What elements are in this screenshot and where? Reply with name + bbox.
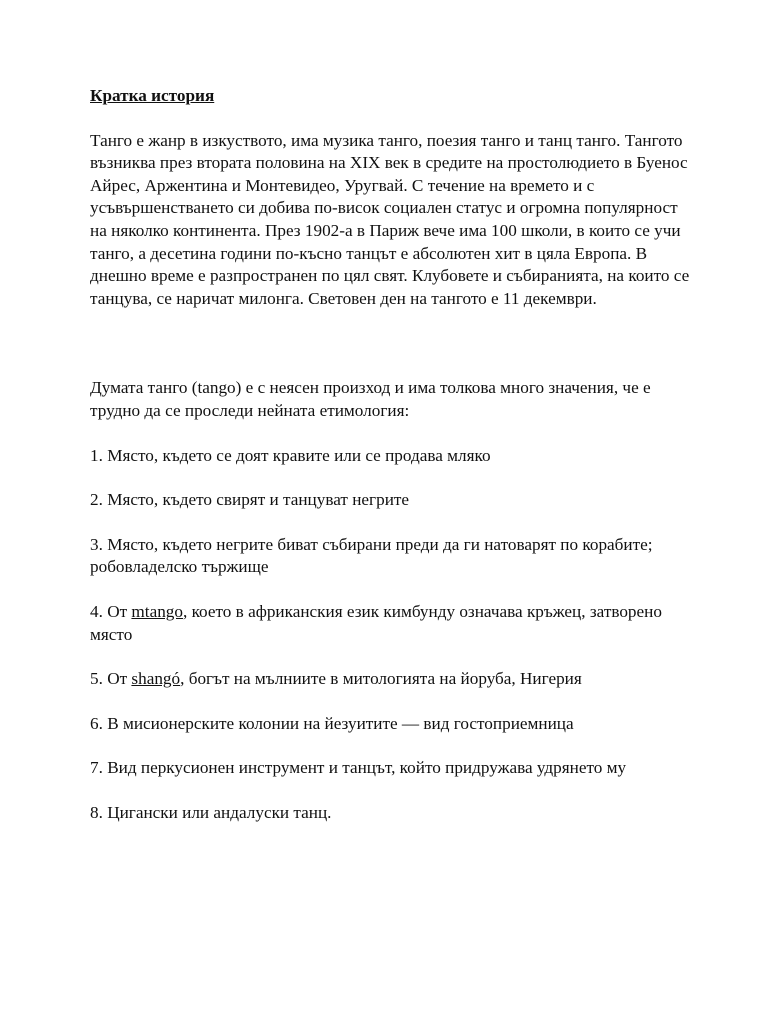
list-item-5-suffix: , богът на мълниите в митологията на йоруба, Нигерия [180, 669, 582, 689]
shango-link[interactable]: shangó [131, 669, 181, 689]
intro-paragraph: Танго е жанр в изкуството, има музика танго, поезия танго и танц танго. Тангото възниква през втората половина на XIX век в средите на простолюдието в Буенос Айрес, Аржентина и Монтевидео, Уругвай. С течение на времето и с усъвършенстването си добива по-висок социален статус и огромна популярност на няколко континента. През 1902-а в Париж вече има 100 школи, в които се учи танго, а десетина години по-късно танцът е абсолютен хит в цяла Европа. В днешно време е разпространен по цял свят. Клубовете и събиранията, на които се танцува, се наричат милонга. Световен ден на тангото е 11 декември. [90, 130, 690, 308]
document-page [90, 85, 690, 846]
list-item-5 [90, 668, 690, 691]
list-item-1: 1. Място, където се доят кравите или се продава мляко [90, 445, 491, 465]
etymology-paragraph: Думата танго (tango) е с неясен произход и има толкова много значения, че е трудно да се проследи нейната етимология: [90, 378, 651, 420]
list-item-8: 8. Цигански или андалуски танц. [90, 802, 332, 822]
list-item-2: 2. Място, където свирят и танцуват негрите [90, 490, 410, 510]
list-item-5-prefix: 5. От [90, 669, 132, 689]
section-heading: Кратка история [90, 86, 215, 105]
list-item-3: 3. Място, където негрите биват събирани преди да ги натоварят по корабите; робовладелско тържище [90, 534, 653, 577]
list-item-4-suffix: , което в африканския език кимбунду означава кръжец, затворено място [90, 601, 662, 644]
list-item-6: 6. В мисионерските колонии на йезуитите — вид гостоприемница [90, 713, 574, 733]
list-item-4-prefix: 4. От [90, 601, 132, 621]
mtango-link[interactable]: mtango [131, 601, 183, 621]
list-item-7: 7. Вид перкусионен инструмент и танцът, който придружава удрянето му [90, 758, 627, 778]
list-item-4 [90, 601, 690, 646]
